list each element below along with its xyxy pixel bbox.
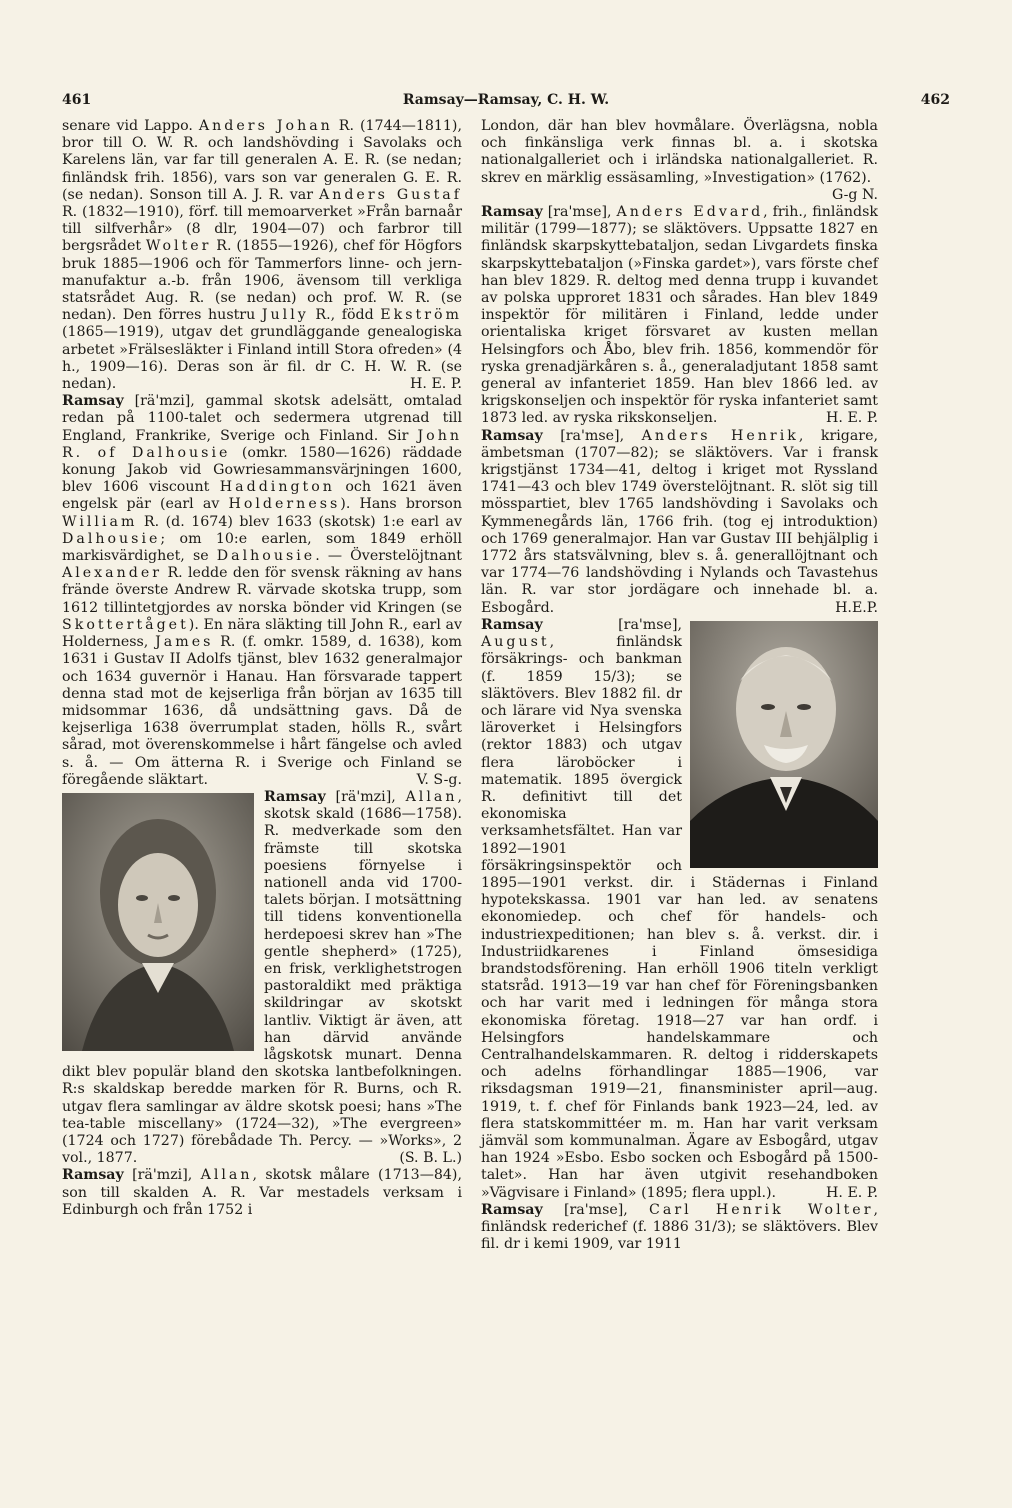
author-signature: H. E. P. (826, 410, 878, 427)
entry-anders-edvard-ramsay: Ramsay [ra'mse], Anders Edvard, frih., finländsk militär (1799—1877); se släktövers. Uppsatte 1827 en finländsk skarpskyttebataljon, sedan Livgardets finska skarpskyttebataljon (»Finska gardet»), vars förste chef han blev 1829. R. deltog med denna trupp i kuvandet av polska upproret 1831 och sårades. Han blev 1849 inspektör för militären i Finland, ledde under orientaliska kriget försvaret av kusten mellan Helsingfors och Åbo, blev frih. 1856, kommendör för ryska grenadjärkåren s. å., generaladjutant 1858 samt general av infanteriet 1859. Han blev 1866 led. av krigskonseljen och inspektör för ryska infanteriet samt 1873 led. av ryska rikskonseljen. H. E. P. (481, 204, 879, 427)
author-signature: H.E.P. (835, 599, 878, 616)
page-number-left: 461 (62, 92, 92, 108)
entry-headword: Ramsay (481, 204, 543, 221)
page-number-right: 462 (920, 92, 950, 108)
author-signature: V. S-g. (416, 771, 462, 788)
author-signature: H. E. P. (410, 376, 462, 393)
author-signature: (S. B. L.) (399, 1150, 462, 1167)
entry-headword: Ramsay (264, 788, 326, 805)
entry-headword: Ramsay (62, 393, 124, 410)
portrait-august-ramsay (690, 621, 878, 868)
right-column (481, 118, 878, 1253)
entry-ramsay-scottish-family: Ramsay [rä'mzi], gammal skotsk adelsätt, omtalad redan på 1100-talet och sedermera utgrenad till England, Frankrike, Sverige och Finland. Sir John R. of Dalhousie (omkr. 1580—1626) räddade konung Jakob vid Gowriesammansvärjningen 1600, blev 1606 viscount Haddington och 1621 även engelsk pär (earl av Holderness). Hans brorson William R. (d. 1674) blev 1633 (skotsk) 1:e earl av Dalhousie; om 10:e earlen, som 1849 erhöll markisvärdighet, se Dalhousie. — Överstelöjtnant Alexander R. ledde den för svensk räkning av hans frände överste Andrew R. värvade skotska trupp, som 1612 tillintetgjordes av norska bönder vid Kringen (se Skottertåget). En nära släkting till John R., earl av Holderness, James R. (f. omkr. 1589, d. 1638), kom 1631 i Gustav II Adolfs tjänst, blev 1632 generalmajor och 1634 guvernör i Hanau. Han försvarade tappert denna stad mot de kejserliga från början av 1635 till midsommar 1636, då undsättning gavs. Då de kejserliga 1638 överrumplat staden, hölls R., svårt sårad, mot överenskommelse i hårt fängelse och avled s. å. — Om ätterna R. i Sverige och Finland se föregående släktart. V. S-g. (62, 393, 463, 788)
entry-carl-henrik-wolter-ramsay: Ramsay [ra'mse], Carl Henrik Wolter, finländsk rederichef (f. 1886 31/3); se släktövers. Blev fil. dr i kemi 1909, var 1911 (481, 1201, 878, 1253)
entry-allan-ramsay-painter-cont: London, där han blev hovmålare. Överlägsna, nobla och finkänsliga verk finnas bl. a. i skotska nationalgalleriet och i irländska nationalgalleriet. R. skrev en märklig essäsamling, »Investigation» (1762). G-g N. (481, 118, 878, 203)
entry-allan-ramsay-poet: Ramsay [rä'mzi], Allan, skotsk skald (1686—1758). R. medverkade som den främste till skotska poesiens förnyelse i nationell anda vid 1700-talets början. I motsättning till tidens konventionella herdepoesi skrev han »The gentle shepherd» (1725), en frisk, verklighetstrogen pastoraldikt med präktiga skildringar av skotskt lantliv. Viktigt är även, att han därvid använde lågskotsk munart. Denna dikt blev populär bland den skotska lantbefolkningen. R:s skaldskap beredde marken för R. Burns, och R. utgav flera samlingar av äldre skotsk poesi; hans »The tea-table miscellany» (1724—32), »The evergreen» (1724 och 1727) förebådade Th. Percy. — »Works», 2 vol., 1877. (S. B. L.) (62, 788, 462, 1167)
left-column (62, 118, 462, 1219)
running-title: Ramsay—Ramsay, C. H. W. (402, 92, 610, 108)
portrait-allan-ramsay-poet (62, 793, 254, 1051)
author-signature: G-g N. (832, 186, 878, 203)
entry-allan-ramsay-painter: Ramsay [rä'mzi], Allan, skotsk målare (1713—84), son till skalden A. R. Var mestadels verksam i Edinburgh och från 1752 i (62, 1167, 462, 1218)
entry-anders-henrik-ramsay: Ramsay [ra'mse], Anders Henrik, krigare, ämbetsman (1707—82); se släktövers. Var i fransk krigstjänst 1734—41, deltog i kriget mot Ryssland 1741—43 och blev 1749 överstelöjtnant. R. slöt sig till mösspartiet, blev 1765 landshövding i Savolaks och Kymmenegårds län, 1766 frih. (tog ej introduktion) och 1769 generalmajor. Han var Gustav III behjälplig i 1772 års statsvälvning, blev s. å. generallöjtnant och var 1774—76 landshövding i Nylands och Tavastehus län. R. var stor jordägare och innehade bl. a. Esbogård. H.E.P. (481, 427, 878, 616)
entry-ramsay-family-cont: senare vid Lappo. Anders Johan R. (1744—1811), bror till O. W. R. och landshövding i Savolaks och Karelens län, var far till generalen A. E. R. (se nedan; finländsk frih. 1856), vars son var generalen G. E. R. (se nedan). Sonson till A. J. R. var Anders Gustaf R. (1832—1910), förf. till memoarverket »Från barnaår till silfverhår» (8 dlr, 1904—07) och farbror till bergsrådet Wolter R. (1855—1926), chef för Högfors bruk 1885—1906 och för Tammerfors linne- och jern-manufaktur a.-b. från 1906, ävensom till verkliga statsrådet Aug. R. (se nedan) och prof. W. R. (se nedan). Den förres hustru Jully R., född Ekström (1865—1919), utgav det grundläggande genealogiska arbetet »Frälsesläkter i Finland intill Stora ofreden» (4 h., 1909—16). Deras son är fil. dr C. H. W. R. (se nedan). H. E. P. (62, 118, 462, 393)
author-signature: H. E. P. (826, 1184, 878, 1201)
entry-headword: Ramsay (481, 1201, 543, 1218)
running-header (62, 92, 950, 112)
entry-headword: Ramsay (62, 1167, 124, 1184)
entry-august-ramsay: Ramsay [ra'mse], August, finländsk försäkrings- och bankman (f. 1859 15/3); se släktövers. Blev 1882 fil. dr och lärare vid Nya svenska läroverket i Helsingfors (rektor 1883) och utgav flera läroböcker i matematik. 1895 övergick R. definitivt till det ekonomiska verksamhetsfältet. Han var 1892—1901 försäkringsinspektör och 1895—1901 verkst. dir. i Städernas i Finland hypotekskassa. 1901 var han led. av senatens ekonomiedep. och chef för handels- och industriexpeditionen; han blev s. å. verkst. dir. i Industriidkarenes i Finland ömsesidiga brandstodsförening. Han erhöll 1906 titeln verkligt statsråd. 1913—19 var han chef för Föreningsbanken och har varit med i ledningen för många stora ekonomiska företag. 1918—27 var han ordf. i Helsingfors handelskammare och Centralhandelskammaren. R. deltog i ridderskapets och adelns förhandlingar 1885—1906, var riksdagsman 1919—21, finansminister april—aug. 1919, t. f. chef för Finlands bank 1923—24, led. av flera statskommittéer m. m. Han har varit verksam jämväl som kommunalman. Ägare av Esbogård, utgav han 1924 »Esbo. Esbo socken och Esbogård på 1500-talet». Han har även utgivit resehandboken »Vägvisare i Finland» (1895; flera uppl.). H. E. P. (481, 616, 878, 1201)
entry-headword: Ramsay (481, 427, 543, 444)
entry-headword: Ramsay (481, 616, 543, 633)
